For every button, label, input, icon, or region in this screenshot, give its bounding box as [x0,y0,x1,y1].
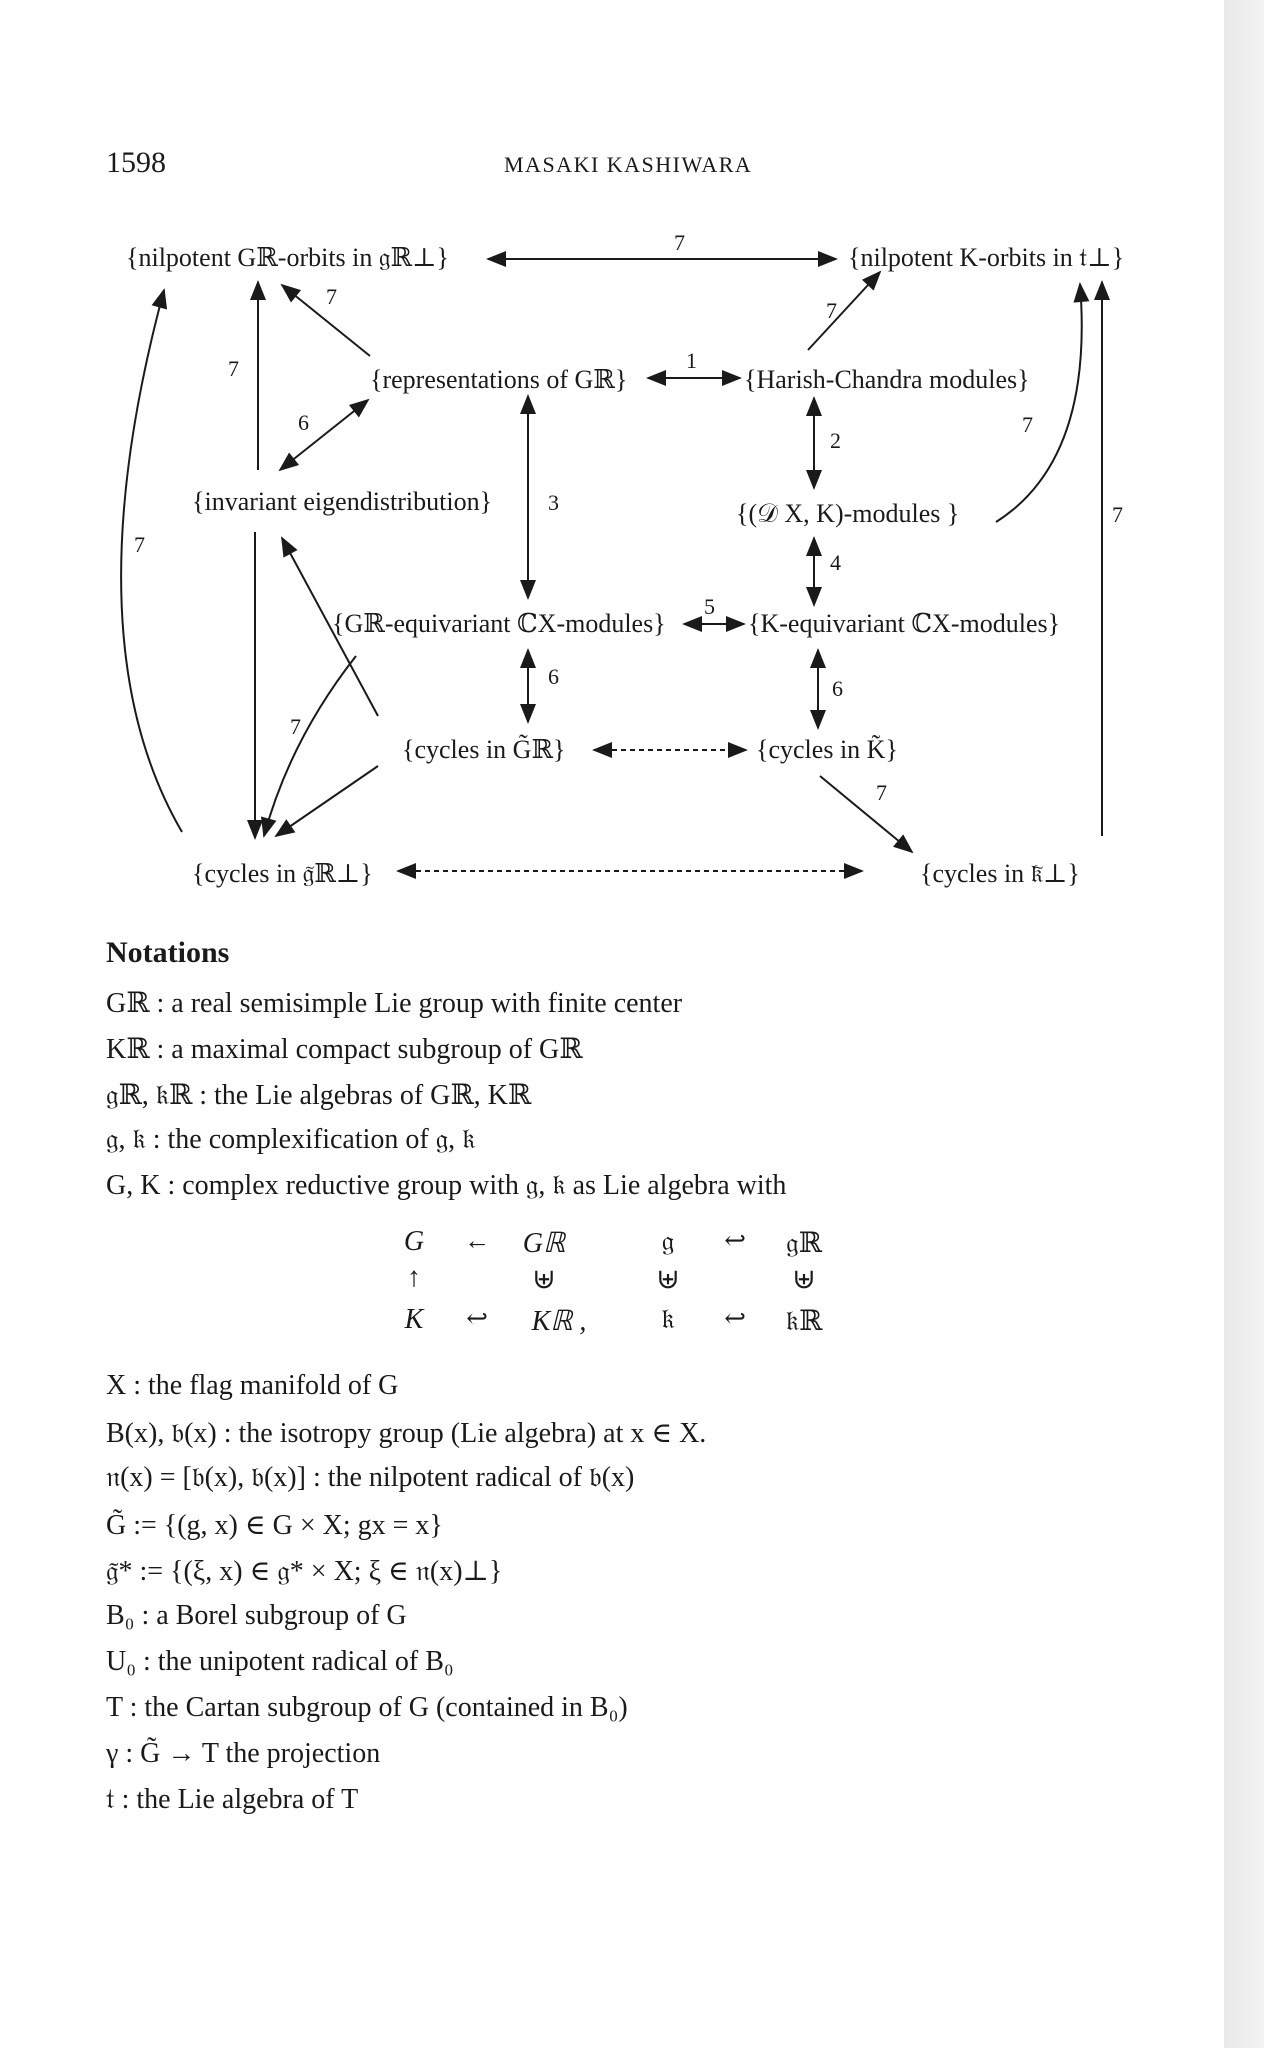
cd-subset-up: ⊎ [656,1264,680,1295]
cd-gR: 𝔤ℝ [786,1228,822,1259]
node-cycles-k: {cycles in 𝔨̃⊥} [920,859,1080,888]
node-nilpotent-GR: {nilpotent Gℝ-orbits in 𝔤ℝ⊥} [126,243,450,272]
node-representations: {representations of Gℝ} [370,365,628,394]
notation-line: 𝔤̃* := {(ξ, x) ∈ 𝔤* × X; ξ ∈ 𝔫(x)⊥} [106,1556,503,1587]
label-top: 7 [674,230,685,255]
notation-line: X : the flag manifold of G [106,1370,399,1401]
cd-arrow-hook: ↩ [724,1304,746,1333]
cd-subset-up: ⊎ [532,1264,556,1295]
arrow-hc-nilpK [808,272,880,350]
page-number: 1598 [106,146,166,179]
notation-line: 𝔤ℝ, 𝔨ℝ : the Lie algebras of Gℝ, Kℝ [106,1080,532,1111]
node-dx-k-modules: {(𝒟 X, K)-modules } [736,499,960,528]
commutative-diagram [0,0,1224,920]
cd-arrow-hook: ↩ [724,1226,746,1255]
arrow-inv-reps [280,400,368,470]
cd-kR: 𝔨ℝ [785,1306,823,1337]
notation-line: G̃ := {(g, x) ∈ G × X; gx = x} [106,1510,443,1541]
label-reps-hc: 1 [686,348,697,373]
running-header: MASAKI KASHIWARA [504,152,753,177]
arrow-cycK-cyck [820,776,912,852]
arrow-gequiv-cycg [264,656,356,836]
notation-line: U₀ : the unipotent radical of B₀ [106,1646,454,1677]
node-gr-equivariant: {Gℝ-equivariant ℂX-modules} [332,609,666,638]
node-harish-chandra: {Harish-Chandra modules} [744,365,1030,394]
cd-G: G [403,1226,425,1257]
label-gequiv-cycg: 7 [290,714,301,739]
page-edge [1224,0,1264,2048]
label-far-left: 7 [134,532,145,557]
node-nilpotent-K: {nilpotent K-orbits in 𝔱⊥} [848,243,1125,272]
cd-KR: Kℝ , [531,1306,587,1337]
notation-line: Gℝ : a real semisimple Lie group with finite center [106,988,683,1019]
arrow-cycG-cycg [276,766,378,836]
label-left-vertical: 7 [228,356,239,381]
notation-line: T : the Cartan subgroup of G (contained in B₀) [106,1692,628,1723]
label-gequiv-cycG: 6 [548,664,559,689]
node-cycles-K: {cycles in K̃} [756,735,898,764]
label-far-right: 7 [1112,502,1123,527]
cd-arrow-hook: ↩ [466,1304,488,1333]
arrow-far-left-curve [121,290,182,832]
notation-line: G, K : complex reductive group with 𝔤, 𝔨 as Lie algebra with [106,1170,787,1201]
node-k-equivariant: {K-equivariant ℂX-modules} [748,609,1061,638]
label-nilp-reps: 7 [326,284,337,309]
notation-line: 𝔤, 𝔨 : the complexification of 𝔤, 𝔨 [106,1124,476,1155]
label-reps-gequiv: 3 [548,490,559,515]
label-dmod-kequiv: 4 [830,550,841,575]
cd-K: K [404,1304,424,1335]
label-inv-reps: 6 [298,410,309,435]
node-invariant-eigendistribution: {invariant eigendistribution} [192,487,493,516]
cd-subset-up: ⊎ [792,1264,816,1295]
notation-line: γ : G̃ → T the projection [106,1738,381,1769]
cd-up-arrow: ↑ [407,1262,421,1293]
arrow-dmod-nilpK-curve [996,284,1082,522]
label-gequiv-kequiv: 5 [704,594,715,619]
cd-k: 𝔨 [661,1304,675,1335]
cd-g: 𝔤 [661,1226,675,1257]
notation-line: 𝔫(x) = [𝔟(x), 𝔟(x)] : the nilpotent radical of 𝔟(x) [106,1462,635,1493]
cd-arrow-left: ← [464,1226,490,1255]
label-hc-dmod: 2 [830,428,841,453]
label-hc-nilpK: 7 [826,298,837,323]
notation-line: 𝔱 : the Lie algebra of T [106,1784,359,1815]
notation-line: Kℝ : a maximal compact subgroup of Gℝ [106,1034,583,1065]
notation-line: B₀ : a Borel subgroup of G [106,1600,407,1631]
label-kequiv-cycK: 6 [832,676,843,701]
notation-line: B(x), 𝔟(x) : the isotropy group (Lie algebra) at x ∈ X. [106,1418,707,1449]
node-cycles-GR: {cycles in G̃ℝ} [402,735,566,764]
label-cycK-cyck: 7 [876,780,887,805]
cd-GR: Gℝ [522,1228,566,1259]
node-cycles-gR: {cycles in 𝔤̃ℝ⊥} [192,859,373,888]
notations-heading: Notations [106,936,230,969]
label-curve: 7 [1022,412,1033,437]
